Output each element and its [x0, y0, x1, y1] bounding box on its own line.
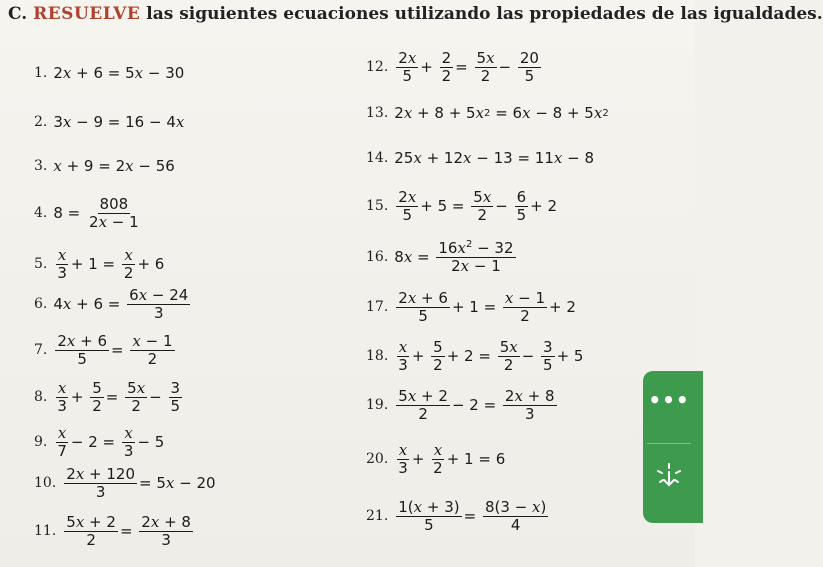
equation-10: $\frac{2x + 120}{3}$ = 5 x − 20	[66, 465, 216, 501]
exercise-4: 4. 8 = $\frac{808}{2x - 1}$	[34, 196, 143, 230]
exercise-8: 8. $\frac{x}{3}$ + $\frac{5}{2}$ = $\frac{5x}{2}$ − $\frac{3}{5}$	[34, 380, 184, 414]
equation-7: $\frac{2x + 6}{5}$ = $\frac{x - 1}{2}$	[57, 332, 173, 368]
exercise-11: 11. $\frac{5x + 2}{2}$ = $\frac{2x + 8}{3}$	[34, 514, 195, 548]
equation-11: $\frac{5x + 2}{2}$ = $\frac{2x + 8}{3}$	[66, 513, 191, 549]
equation-16: 8 x = $\frac{16x^2 - 32}{2x - 1}$	[394, 239, 514, 275]
equation-17: $\frac{2x + 6}{5}$ + 1 = $\frac{x - 1}{2}$ + 2	[398, 289, 576, 325]
more-horizontal-icon: •••	[648, 388, 690, 412]
equation-18: $\frac{x}{3}$ + $\frac{5}{2}$ + 2 = $\frac{5x}{2}$ − $\frac{3}{5}$ + 5	[398, 338, 584, 374]
exercise-12: 12. $\frac{2x}{5}$ + $\frac{2}{2}$ = $\frac{5x}{2}$ − $\frac{20}{5}$	[366, 50, 543, 84]
exercise-15: 15. $\frac{2x}{5}$ + 5 = $\frac{5x}{2}$ − $\frac{6}{5}$ + 2	[366, 188, 558, 224]
exercise-17: 17. $\frac{2x + 6}{5}$ + 1 = $\frac{x - 1}{2}$ + 2	[366, 289, 576, 325]
sparkle-action-button[interactable]	[643, 455, 695, 501]
sparkle-arrow-icon	[654, 461, 684, 495]
equation-14: 25 x + 12 x − 13 = 11 x − 8	[394, 149, 595, 167]
equation-2: 3 x − 9 = 16 − 4 x	[53, 113, 185, 131]
equation-19: $\frac{5x + 2}{2}$ − 2 = $\frac{2x + 8}{3}$	[398, 387, 555, 423]
title-keyword: RESUELVE	[33, 4, 141, 24]
exercise-20: 20. $\frac{x}{3}$ + $\frac{x}{2}$ + 1 = 6	[366, 441, 506, 477]
section-label: C.	[8, 4, 28, 24]
exercise-18: 18. $\frac{x}{3}$ + $\frac{5}{2}$ + 2 = $\frac{5x}{2}$ − $\frac{3}{5}$ + 5	[366, 338, 584, 374]
equation-3: x + 9 = 2 x − 56	[53, 157, 175, 175]
equation-1: 2 x + 6 = 5 x − 30	[53, 64, 185, 82]
exercise-1: 1. 2 x + 6 = 5 x − 30	[34, 64, 185, 82]
panel-divider	[647, 443, 691, 444]
exercise-21: 21. $\frac{1(x + 3)}{5}$ = $\frac{8(3 - x)}{4}$	[366, 499, 550, 533]
equation-9: $\frac{x}{7}$ − 2 = $\frac{x}{3}$ − 5	[57, 424, 165, 460]
equation-6: 4 x + 6 = $\frac{6x - 24}{3}$	[53, 286, 189, 322]
exercise-5: 5. $\frac{x}{3}$ + 1 = $\frac{x}{2}$ + 6	[34, 246, 165, 282]
equation-12: $\frac{2x}{5}$ + $\frac{2}{2}$ = $\frac{5x}{2}$ − $\frac{20}{5}$	[398, 49, 539, 85]
exercise-3: 3. x + 9 = 2 x − 56	[34, 157, 175, 175]
exercise-16: 16. 8 x = $\frac{16x^2 - 32}{2x - 1}$	[366, 239, 518, 274]
exercise-7: 7. $\frac{2x + 6}{5}$ = $\frac{x - 1}{2}$	[34, 333, 177, 367]
more-options-button[interactable]	[643, 384, 695, 416]
exercise-2: 2. 3 x − 9 = 16 − 4 x	[34, 113, 185, 131]
equation-8: $\frac{x}{3}$ + $\frac{5}{2}$ = $\frac{5x}{2}$ − $\frac{3}{5}$	[57, 379, 181, 415]
equation-20: $\frac{x}{3}$ + $\frac{x}{2}$ + 1 = 6	[398, 441, 506, 477]
exercise-9: 9. $\frac{x}{7}$ − 2 = $\frac{x}{3}$ − 5	[34, 424, 165, 460]
equation-13: 2 x + 8 + 5 x 2 = 6 x − 8 + 5 x 2	[394, 104, 609, 122]
title-text: las siguientes ecuaciones utilizando las propiedades de las igualdades.	[146, 4, 823, 24]
equation-5: $\frac{x}{3}$ + 1 = $\frac{x}{2}$ + 6	[57, 246, 165, 282]
exercise-19: 19. $\frac{5x + 2}{2}$ − 2 = $\frac{2x + 8}{3}$	[366, 388, 559, 422]
section-title	[8, 4, 823, 24]
exercise-14: 14. 25 x + 12 x − 13 = 11 x − 8	[366, 149, 595, 167]
exercise-10: 10. $\frac{2x + 120}{3}$ = 5 x − 20	[34, 465, 216, 501]
equation-15: $\frac{2x}{5}$ + 5 = $\frac{5x}{2}$ − $\frac{6}{5}$ + 2	[398, 188, 558, 224]
equation-4: 8 = $\frac{808}{2x - 1}$	[53, 195, 139, 231]
exercise-13: 13. 2 x + 8 + 5 x 2 = 6 x − 8 + 5 x 2	[366, 104, 609, 122]
equation-21: $\frac{1(x + 3)}{5}$ = $\frac{8(3 - x)}{4}$	[398, 498, 547, 534]
exercise-6: 6. 4 x + 6 = $\frac{6x - 24}{3}$	[34, 287, 192, 321]
